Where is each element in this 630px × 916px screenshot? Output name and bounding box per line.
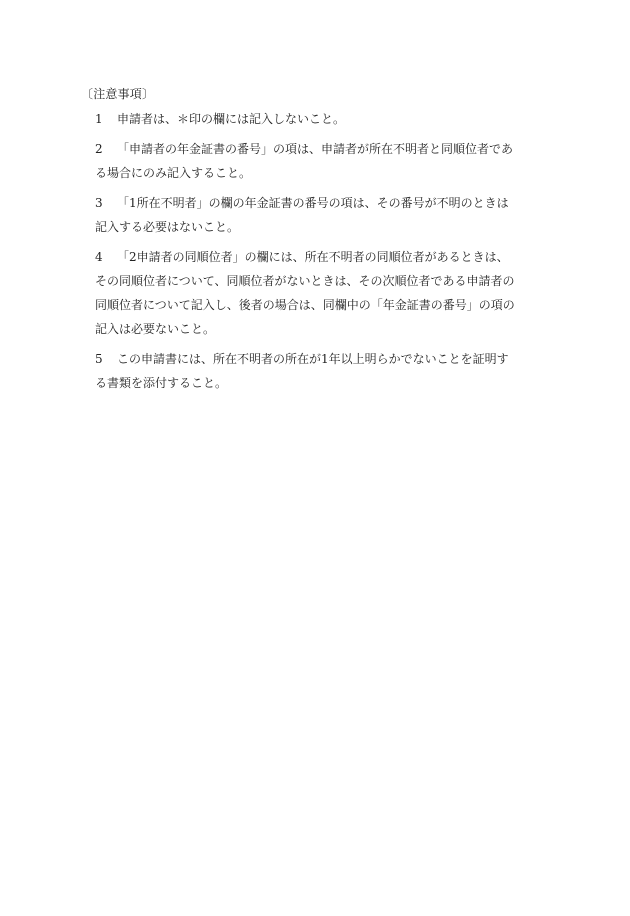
notes-heading: 〔注意事項〕 [81,87,155,101]
note-item [95,347,515,395]
note-number: 1 [95,112,103,126]
note-text: 「1所在不明者」の欄の年金証書の番号の項は、その番号が不明のときは記入する必要はないこと。 [95,196,509,234]
note-text: この申請書には、所在不明者の所在が1年以上明らかでないことを証明する書類を添付すること。 [95,352,509,390]
note-number: 5 [95,352,103,366]
note-text: 申請者は、＊印の欄には記入しないこと。 [117,112,346,126]
note-number: 4 [95,250,103,264]
note-item [95,137,515,185]
note-item [95,245,515,341]
note-number: 3 [95,196,103,210]
note-item [95,191,515,239]
notes-list [95,107,565,401]
note-text: 「2申請者の同順位者」の欄には、所在不明者の同順位者があるときは、その同順位者について、同順位者がないときは、その次順位者である申請者の同順位者について記入し、後者の場合は、同欄中の「年金証書の番号」の項の記入は必要ないこと。 [95,250,515,336]
note-text: 「申請者の年金証書の番号」の項は、申請者が所在不明者と同順位者である場合にのみ記入すること。 [95,142,514,180]
note-number: 2 [95,142,103,156]
note-item [95,107,515,131]
